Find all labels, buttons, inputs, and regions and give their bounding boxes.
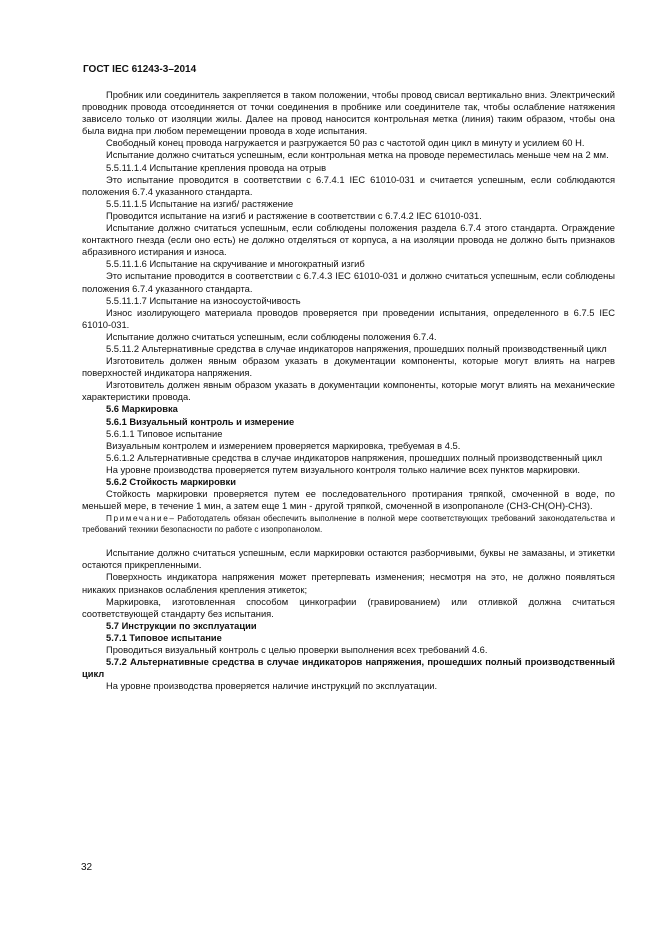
body-paragraph: На уровне производства проверяется путем визуального контроля только наличие всех пунктов маркировки. (106, 464, 580, 475)
body-paragraph: Свободный конец провода нагружается и разгружается 50 раз с частотой один цикл в минуту и усилием 60 Н. (106, 138, 585, 149)
body-paragraph: На уровне производства проверяется наличие инструкций по эксплуатации. (106, 681, 438, 692)
body-paragraph: 5.5.11.1.4 Испытание крепления провода на отрыв (106, 162, 327, 173)
section-heading: 5.7.2 Альтернативные средства в случае индикаторов напряжения, прошедших полный производственный цикл (82, 657, 615, 680)
body-paragraph: 5.5.11.1.5 Испытание на изгиб/ растяжение (106, 198, 294, 209)
body-paragraph: Изготовитель должен явным образом указать в документации компоненты, которые могут влиять на механические характеристики провода. (82, 380, 615, 403)
document-header: ГОСТ IEC 61243-3–2014 (83, 64, 197, 75)
body-paragraph: 5.5.11.1.6 Испытание на скручивание и многократный изгиб (106, 259, 365, 270)
body-paragraph: Маркировка, изготовленная способом цинкографии (гравированием) или отливкой должна считаться соответствующей стандарту без испытания. (82, 596, 615, 619)
body-paragraph: Это испытание проводится в соответствии с 6.7.4.1 IEC 61010-031 и считается успешным, если соблюдаются положения 6.7.4 указанного стандарта. (82, 174, 615, 197)
body-paragraph: 5.5.11.2 Альтернативные средства в случае индикаторов напряжения, прошедших полный производственный цикл (106, 343, 607, 354)
body-section-2 (82, 547, 615, 692)
body-paragraph: Испытание должно считаться успешным, если соблюдены положения раздела 6.7.4 этого стандарта. Ограждение контактного гнезда (если оно есть) не должно отделяться от корпуса, а на изоляции провода не должно быть признаков абразивного истирания и износа. (82, 223, 615, 258)
body-section-1 (82, 89, 615, 512)
body-paragraph: Испытание должно считаться успешным, если контрольная метка на проводе переместилась меньше чем на 2 мм. (106, 150, 609, 161)
body-paragraph: Испытание должно считаться успешным, если маркировки остаются разборчивыми, буквы не замазаны, и этикетки остаются прикрепленными. (82, 548, 615, 571)
body-paragraph: Проводится испытание на изгиб и растяжение в соответствии с 6.7.4.2 IEC 61010-031. (106, 210, 482, 221)
section-heading: 5.6.1 Визуальный контроль и измерение (106, 416, 295, 427)
note-text: – Работодатель обязан обеспечить выполнение в полной мере соответствующих требований законодательства и требований техники безопасности по работе с изопропанолом. (82, 514, 615, 535)
body-paragraph: 5.5.11.1.7 Испытание на износоустойчивость (106, 295, 301, 306)
body-paragraph: Испытание должно считаться успешным, если соблюдены положения 6.7.4. (106, 331, 437, 342)
body-paragraph: Поверхность индикатора напряжения может претерпевать изменения; несмотря на это, не должно появляться никаких признаков ослабления крепления этикеток; (82, 572, 615, 595)
body-paragraph: 5.6.1.1 Типовое испытание (106, 428, 223, 439)
body-paragraph: Визуальным контролем и измерением проверяется маркировка, требуемая в 4.5. (106, 440, 461, 451)
section-heading: 5.7.1 Типовое испытание (106, 632, 222, 643)
spacer (82, 535, 615, 547)
body-paragraph: Стойкость маркировки проверяется путем ее последовательного протирания тряпкой, смоченной в воде, по меньшей мере, в течение 1 мин, а затем еще 1 мин - другой тряпкой, смоченной в изопропаноле (СН3-СН(ОН)-СН3). (82, 489, 615, 512)
note-paragraph (82, 513, 615, 535)
body-paragraph: Износ изолирующего материала проводов проверяется при проведении испытания, определенного в 6.7.5 IEC 61010-031. (82, 307, 615, 330)
section-heading: 5.6.2 Стойкость маркировки (106, 477, 236, 487)
body-paragraph: Изготовитель должен явным образом указать в документации компоненты, которые могут влиять на нагрев поверхностей индикатора напряжения. (82, 356, 615, 379)
note-label: Примечание (106, 514, 170, 524)
body-paragraph: 5.6.1.2 Альтернативные средства в случае индикаторов напряжения, прошедших полный производственный цикл (106, 452, 603, 463)
section-heading: 5.7 Инструкции по эксплуатации (106, 620, 257, 631)
document-body (82, 89, 615, 692)
body-paragraph: Это испытание проводится в соответствии с 6.7.4.3 IEC 61010-031 и должно считаться успешным, если соблюдены положения 6.7.4 указанного стандарта. (82, 271, 615, 294)
page-number: 32 (81, 862, 93, 873)
body-paragraph: Пробник или соединитель закрепляется в таком положении, чтобы провод свисал вертикально вниз. Электрический проводник провода отсоединяется от точки соединения в пробнике или соединителе так, чтобы ослабление натяжения зависело только от изоляции жилы. Далее на провод наносится контрольная метка (линия) таким образом, чтобы она была видна при любом перемещении провода в ходе испытания. (82, 90, 615, 137)
section-heading: 5.6 Маркировка (106, 404, 178, 415)
body-paragraph: Проводиться визуальный контроль с целью проверки выполнения всех требований 4.6. (106, 645, 488, 656)
